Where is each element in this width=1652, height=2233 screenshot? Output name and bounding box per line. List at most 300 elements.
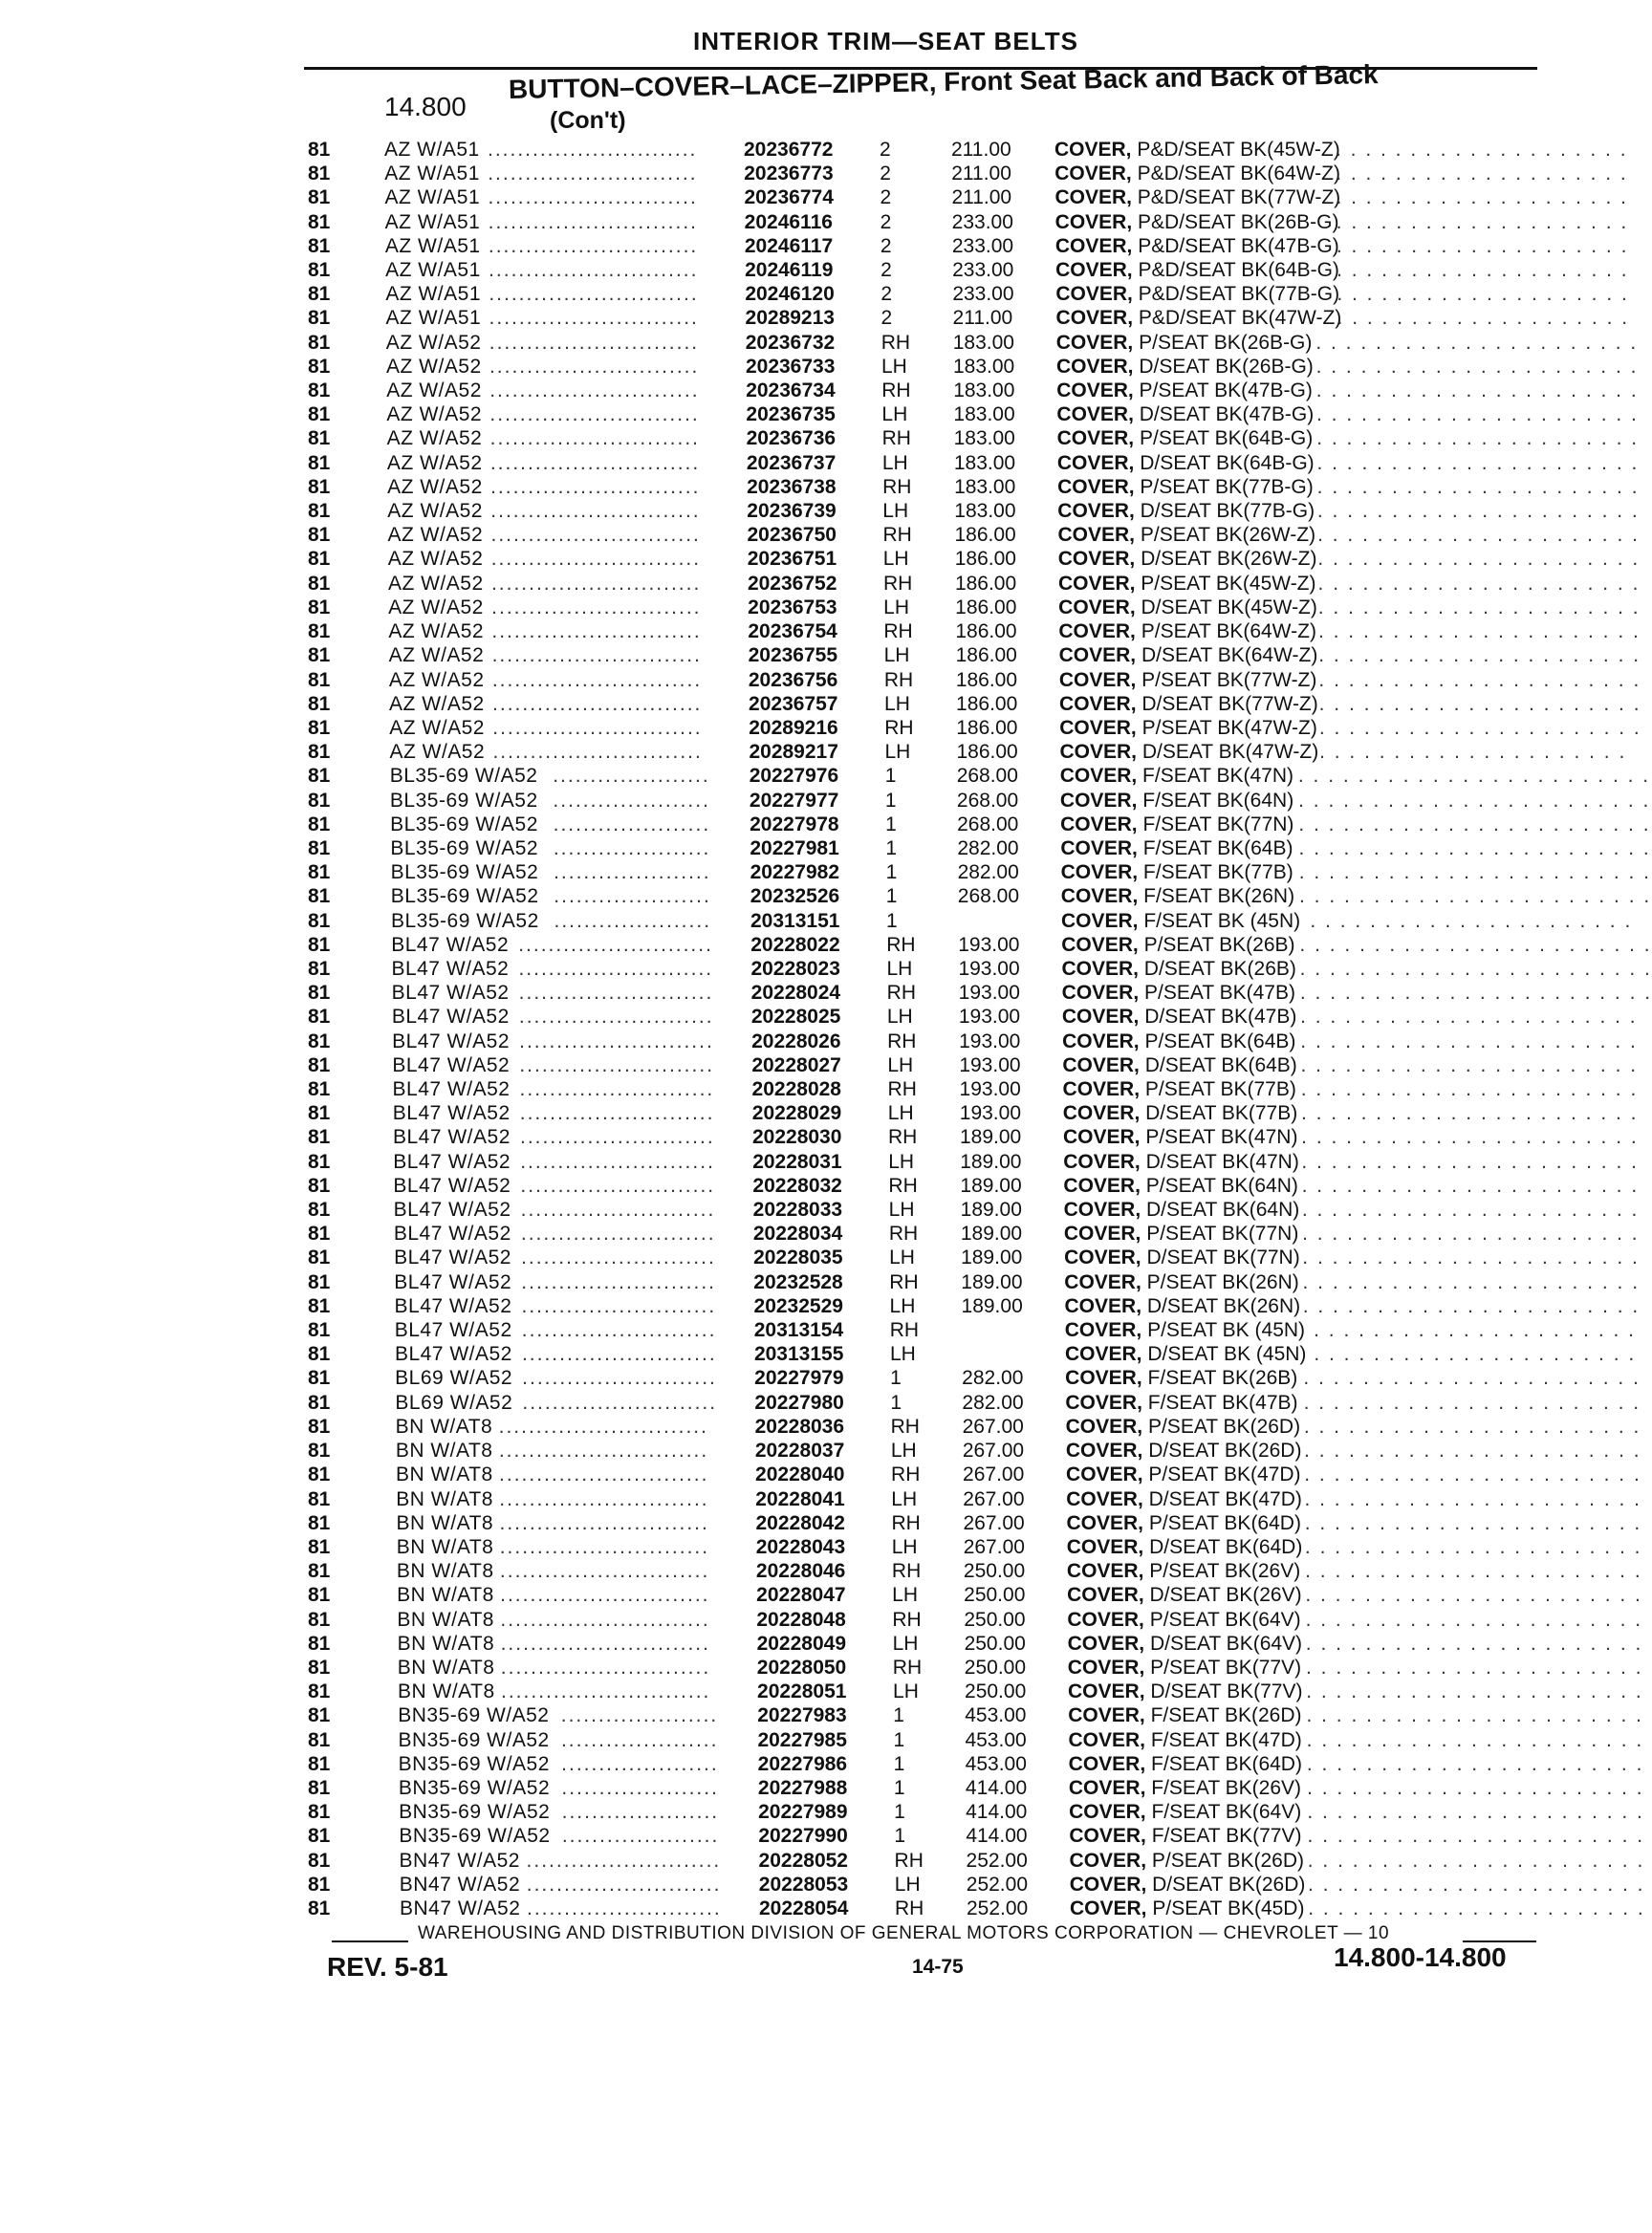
list-item xyxy=(0,1078,1639,1103)
dot-leader: .......................... xyxy=(521,1247,716,1269)
description-prefix: COVER, xyxy=(1059,789,1138,812)
list-item xyxy=(0,885,1652,910)
list-item xyxy=(0,644,1641,669)
description-prefix: COVER, xyxy=(1060,813,1138,835)
description-text: F/SEAT BK(47B) xyxy=(1147,1391,1298,1414)
model-year: 81 xyxy=(308,1319,331,1342)
part-number: 20236732 xyxy=(745,331,836,354)
description-text: P/SEAT BK(26B-G) xyxy=(1139,331,1313,354)
list-item xyxy=(0,692,1641,718)
trailing-dot-leader: . . . . . . . . . . . . . . . . . . . . xyxy=(1336,210,1629,233)
model-year: 81 xyxy=(308,210,331,233)
list-item xyxy=(0,1174,1640,1200)
dot-leader: ............................ xyxy=(492,716,703,739)
price: 453.00 xyxy=(965,1704,1027,1727)
description-text: D/SEAT BK(47W-Z) xyxy=(1141,741,1319,764)
list-item xyxy=(0,1776,1644,1802)
quantity: LH xyxy=(894,1873,921,1896)
part-number: 20236735 xyxy=(746,403,836,426)
price: 189.00 xyxy=(960,1199,1022,1222)
trailing-dot-leader: . . . . . . . . . . . . . . . . . . . . . . . xyxy=(1304,1440,1641,1463)
trailing-dot-leader: . . . . . . . . . . . . . . . . . . . . . . . xyxy=(1303,1391,1641,1414)
description-prefix: COVER, xyxy=(1058,620,1136,643)
model-year: 81 xyxy=(308,789,331,812)
trailing-dot-leader: . . . . . . . . . . . . . . . . . . . . . . . xyxy=(1300,1030,1638,1052)
quantity: 1 xyxy=(894,1801,905,1824)
list-item xyxy=(0,283,1629,308)
trailing-dot-leader: . . . . . . . . . . . . . . . . . . . . . . xyxy=(1316,451,1640,474)
model-year: 81 xyxy=(308,620,331,643)
description-text: P/SEAT BK(77W-Z) xyxy=(1141,668,1317,691)
trailing-dot-leader: . . . . . . . . . . . . . . . . . . . . xyxy=(1336,139,1628,161)
model-code: AZ W/A52 xyxy=(387,475,483,498)
part-description xyxy=(1063,1151,1299,1174)
trailing-dot-leader: . . . . . . . . . . . . . . . . . . . . . . xyxy=(1317,596,1641,618)
list-item xyxy=(0,331,1639,357)
list-item xyxy=(0,548,1641,573)
description-prefix: COVER, xyxy=(1060,861,1139,884)
trailing-dot-leader: . . . . . . . . . . . . . . . . . . . . . . . . xyxy=(1298,789,1651,812)
trailing-dot-leader: . . . . . . . . . . . . . . . . . . . . . . . xyxy=(1301,1126,1639,1149)
description-text: P/SEAT BK(77B) xyxy=(1144,1078,1296,1100)
part-description xyxy=(1059,741,1318,764)
model-code: BN35-69 W/A52 xyxy=(398,1728,550,1751)
list-item xyxy=(0,139,1628,163)
trailing-dot-leader: . . . . . . . . . . . . . . . . . . . . xyxy=(1337,259,1629,282)
part-number: 20227980 xyxy=(754,1391,844,1414)
price: 183.00 xyxy=(953,379,1015,402)
model-code: BL69 W/A52 xyxy=(395,1367,513,1390)
list-item xyxy=(0,813,1651,838)
price: 186.00 xyxy=(956,692,1018,715)
price: 186.00 xyxy=(954,548,1016,571)
part-number: 20236755 xyxy=(748,644,838,667)
part-description xyxy=(1060,790,1293,813)
part-number: 20228036 xyxy=(754,1415,845,1438)
part-number: 20236756 xyxy=(748,668,838,691)
model-year: 81 xyxy=(308,1223,331,1246)
part-number: 20228040 xyxy=(755,1463,845,1486)
dot-leader: .......................... xyxy=(521,1294,717,1317)
description-text: P&D/SEAT BK(64W-Z) xyxy=(1137,163,1340,185)
model-year: 81 xyxy=(308,1656,331,1679)
description-prefix: COVER, xyxy=(1068,1728,1145,1751)
dot-leader: ..................... xyxy=(561,1801,720,1824)
price: 186.00 xyxy=(955,644,1017,667)
model-year: 81 xyxy=(308,1415,331,1438)
description-text: P/SEAT BK(26N) xyxy=(1146,1270,1299,1293)
quantity: RH xyxy=(888,1174,918,1197)
trailing-dot-leader: . . . . . . . . . . . . . . . . . . . . . . xyxy=(1316,427,1640,450)
description-text: F/SEAT BK(26B) xyxy=(1147,1367,1298,1390)
quantity: RH xyxy=(894,1849,924,1872)
dot-leader: ..................... xyxy=(553,765,710,788)
model-year: 81 xyxy=(308,572,331,595)
model-code: AZ W/A52 xyxy=(387,500,483,523)
dot-leader: .......................... xyxy=(518,933,713,956)
model-year: 81 xyxy=(308,524,331,547)
quantity: LH xyxy=(882,548,909,571)
list-item xyxy=(0,1825,1645,1850)
part-number: 20228042 xyxy=(755,1511,845,1534)
part-number: 20313154 xyxy=(753,1319,844,1342)
description-prefix: COVER, xyxy=(1067,1632,1145,1655)
description-text: F/SEAT BK(77V) xyxy=(1151,1825,1302,1848)
price: 267.00 xyxy=(963,1535,1025,1558)
description-prefix: COVER, xyxy=(1061,933,1139,956)
model-code: AZ W/A51 xyxy=(385,259,481,282)
model-year: 81 xyxy=(308,1294,331,1317)
description-prefix: COVER, xyxy=(1067,1608,1144,1631)
dot-leader: ............................ xyxy=(500,1656,711,1679)
dot-leader: .......................... xyxy=(518,982,714,1005)
model-year: 81 xyxy=(308,1367,331,1390)
trailing-dot-leader: . . . . . . . . . . . . . . . . . . . . . . . xyxy=(1306,1704,1643,1727)
dot-leader: ..................... xyxy=(553,813,711,835)
part-description xyxy=(1065,1392,1297,1415)
trailing-dot-leader: . . . . . . . . . . . . . . . . . . . . . . . xyxy=(1307,1873,1645,1896)
list-item xyxy=(0,1560,1642,1585)
description-prefix: COVER, xyxy=(1057,572,1136,595)
quantity: RH xyxy=(882,475,912,498)
part-number: 20228031 xyxy=(752,1150,842,1173)
price: 250.00 xyxy=(964,1608,1026,1631)
description-text: D/SEAT BK(77N) xyxy=(1146,1247,1300,1269)
quantity: LH xyxy=(884,741,911,764)
description-prefix: COVER, xyxy=(1061,957,1139,980)
model-code: AZ W/A52 xyxy=(386,379,482,402)
trailing-dot-leader: . . . . . . . . . . . . . . . . . . . . . . . xyxy=(1306,1656,1643,1679)
part-number: 20228054 xyxy=(759,1897,849,1919)
part-description xyxy=(1055,235,1339,258)
model-year: 81 xyxy=(308,1199,331,1222)
trailing-dot-leader: . . . . . . . . . . . . . . . . . . . . xyxy=(1336,163,1628,185)
quantity: RH xyxy=(884,716,914,739)
description-prefix: COVER, xyxy=(1066,1463,1143,1486)
part-number: 20228024 xyxy=(750,982,841,1005)
price: 282.00 xyxy=(962,1391,1024,1414)
model-year: 81 xyxy=(308,1608,331,1631)
price: 233.00 xyxy=(951,234,1014,257)
trailing-dot-leader: . . . . . . . . . . . . . . . . . . . . . . . xyxy=(1306,1728,1644,1751)
model-code: BL47 W/A52 xyxy=(394,1270,512,1293)
price: 250.00 xyxy=(964,1656,1027,1679)
description-text: P/SEAT BK(26W-Z) xyxy=(1140,524,1316,547)
description-prefix: COVER, xyxy=(1063,1199,1141,1222)
dot-leader: ............................ xyxy=(489,355,700,378)
model-code: BL47 W/A52 xyxy=(394,1343,512,1366)
list-item xyxy=(0,379,1639,404)
description-text: P/SEAT BK(64D) xyxy=(1148,1511,1301,1534)
description-prefix: COVER, xyxy=(1056,379,1134,402)
dot-leader: ............................ xyxy=(488,139,698,161)
list-item xyxy=(0,500,1640,525)
dot-leader: ..................... xyxy=(554,885,711,908)
quantity: 1 xyxy=(884,789,897,812)
part-description xyxy=(1068,1704,1301,1727)
description-prefix: COVER, xyxy=(1069,1801,1146,1824)
list-item xyxy=(0,957,1652,983)
description-text: P/SEAT BK(47N) xyxy=(1145,1126,1298,1149)
trailing-dot-leader: . . . . . . . . . . . . . . . . . . . . . . . xyxy=(1301,1199,1640,1222)
description-prefix: COVER, xyxy=(1062,1030,1140,1052)
model-code: BN W/AT8 xyxy=(395,1440,493,1463)
part-description xyxy=(1056,332,1313,355)
description-prefix: COVER, xyxy=(1064,1247,1141,1269)
list-item xyxy=(0,1801,1644,1826)
part-description xyxy=(1059,717,1317,740)
model-code: BN W/AT8 xyxy=(395,1415,493,1438)
price: 183.00 xyxy=(954,500,1016,523)
part-number: 20228032 xyxy=(752,1174,842,1197)
trailing-dot-leader: . . . . . . . . . . . . . . . . . . . . xyxy=(1336,186,1628,209)
description-text: F/SEAT BK(77N) xyxy=(1142,813,1294,835)
price: 183.00 xyxy=(953,403,1015,426)
description-text: F/SEAT BK(26N) xyxy=(1143,885,1295,908)
part-number: 20227977 xyxy=(749,789,839,812)
model-code: BL35-69 W/A52 xyxy=(391,909,539,932)
model-code: AZ W/A52 xyxy=(389,741,486,764)
dot-leader: ............................ xyxy=(489,331,700,354)
dot-leader: ............................ xyxy=(489,379,700,402)
part-number: 20227976 xyxy=(749,765,839,788)
model-code: BN W/AT8 xyxy=(396,1511,494,1534)
price: 186.00 xyxy=(954,524,1016,547)
model-code: AZ W/A51 xyxy=(384,210,481,233)
description-text: D/SEAT BK(64B) xyxy=(1144,1053,1297,1076)
part-number: 20228026 xyxy=(751,1030,841,1052)
part-number: 20228028 xyxy=(751,1078,841,1100)
dot-leader: ............................ xyxy=(490,475,701,498)
quantity: 1 xyxy=(885,885,898,908)
trailing-dot-leader: . . . . . . . . . . . . . . . . . . . . . . . xyxy=(1302,1247,1640,1269)
model-year: 81 xyxy=(308,668,331,691)
quantity: LH xyxy=(890,1440,917,1463)
description-prefix: COVER, xyxy=(1067,1584,1144,1607)
model-code: BL47 W/A52 xyxy=(394,1319,512,1342)
dot-leader: ............................ xyxy=(489,451,701,474)
price: 186.00 xyxy=(955,620,1017,643)
part-description xyxy=(1068,1633,1302,1656)
part-description xyxy=(1055,211,1339,234)
dot-leader: .......................... xyxy=(527,1897,722,1919)
model-code: BL47 W/A52 xyxy=(394,1294,512,1317)
model-code: BN47 W/A52 xyxy=(399,1873,521,1896)
price: 233.00 xyxy=(952,259,1014,282)
model-year: 81 xyxy=(308,957,331,980)
part-number: 20236751 xyxy=(747,548,837,571)
part-description xyxy=(1055,283,1339,306)
list-item xyxy=(0,1608,1643,1634)
model-code: BL47 W/A52 xyxy=(393,1223,511,1246)
part-description xyxy=(1067,1536,1303,1559)
part-description xyxy=(1065,1295,1301,1318)
part-description xyxy=(1067,1584,1301,1607)
price: 453.00 xyxy=(965,1728,1027,1751)
part-description xyxy=(1068,1680,1302,1703)
dot-leader: ............................ xyxy=(489,307,699,330)
model-code: AZ W/A51 xyxy=(385,307,482,330)
trailing-dot-leader: . . . . . . . . . . . . . . . . . . . . . . . xyxy=(1305,1608,1643,1631)
list-item xyxy=(0,210,1629,236)
quantity: LH xyxy=(889,1247,915,1269)
model-year: 81 xyxy=(308,1102,331,1125)
part-description xyxy=(1057,500,1315,523)
dot-leader: ............................ xyxy=(499,1560,710,1583)
list-item xyxy=(0,1535,1642,1561)
price: 183.00 xyxy=(952,331,1014,354)
dot-leader: .......................... xyxy=(521,1343,717,1366)
description-text: D/SEAT BK(26D) xyxy=(1152,1873,1306,1896)
part-number: 20236734 xyxy=(746,379,836,402)
list-item xyxy=(0,1367,1641,1392)
part-number: 20236773 xyxy=(744,163,834,185)
dot-leader: .......................... xyxy=(526,1873,722,1896)
part-description xyxy=(1070,1874,1306,1897)
trailing-dot-leader: . . . . . . . . . . . . . . . . . . . . . . . xyxy=(1301,1150,1639,1173)
part-number: 20227981 xyxy=(750,836,839,859)
part-number: 20228052 xyxy=(758,1849,848,1872)
model-year: 81 xyxy=(308,1584,331,1607)
model-year: 81 xyxy=(308,716,331,739)
description-prefix: COVER, xyxy=(1064,1270,1141,1293)
trailing-dot-leader: . . . . . . . . . . . . . . . . . . . . . . . xyxy=(1304,1511,1642,1534)
quantity: 1 xyxy=(893,1728,905,1751)
part-number: 20227983 xyxy=(757,1704,847,1727)
part-number: 20246117 xyxy=(744,234,834,257)
part-description xyxy=(1058,524,1316,547)
price: 414.00 xyxy=(965,1776,1028,1799)
quantity: LH xyxy=(884,692,910,715)
description-text: F/SEAT BK(26D) xyxy=(1150,1704,1302,1727)
dot-leader: ............................ xyxy=(490,500,701,523)
quantity: LH xyxy=(881,451,908,474)
quantity: RH xyxy=(882,572,913,595)
description-prefix: COVER, xyxy=(1065,1440,1143,1463)
list-item xyxy=(0,1632,1643,1658)
part-description xyxy=(1066,1488,1302,1511)
model-year: 81 xyxy=(308,379,331,402)
quantity: LH xyxy=(891,1535,918,1558)
quantity: LH xyxy=(891,1487,918,1510)
model-year: 81 xyxy=(308,1511,331,1534)
part-description xyxy=(1062,1054,1296,1077)
section-number: 14.800 xyxy=(384,92,467,121)
price: 193.00 xyxy=(958,982,1020,1005)
description-prefix: COVER, xyxy=(1066,1511,1143,1534)
price: 211.00 xyxy=(951,163,1011,185)
list-item xyxy=(0,234,1629,260)
model-year: 81 xyxy=(308,1825,331,1848)
description-prefix: COVER, xyxy=(1062,1126,1141,1149)
part-number: 20232529 xyxy=(753,1294,843,1317)
part-number: 20228049 xyxy=(756,1632,847,1655)
part-description xyxy=(1069,1801,1301,1824)
description-text: F/SEAT BK(26V) xyxy=(1151,1776,1302,1799)
dot-leader: ............................ xyxy=(490,572,702,595)
model-year: 81 xyxy=(308,1030,331,1052)
description-text: F/SEAT BK(64D) xyxy=(1151,1752,1302,1775)
price: 193.00 xyxy=(959,1030,1021,1052)
description-text: P/SEAT BK(64B) xyxy=(1144,1030,1296,1052)
price: 233.00 xyxy=(951,210,1013,233)
model-year: 81 xyxy=(308,1343,331,1366)
list-item xyxy=(0,1584,1642,1609)
model-year: 81 xyxy=(308,1463,331,1486)
price: 252.00 xyxy=(967,1897,1029,1919)
model-code: BN35-69 W/A52 xyxy=(398,1704,550,1727)
trailing-dot-leader: . . . . . . . . . . . . . . . . . . . . . . . xyxy=(1307,1825,1645,1848)
model-code: AZ W/A52 xyxy=(385,331,482,354)
model-code: AZ W/A52 xyxy=(386,451,483,474)
part-number: 20228025 xyxy=(750,1006,841,1029)
quantity: 1 xyxy=(893,1752,905,1775)
part-number: 20227982 xyxy=(750,861,839,884)
price: 268.00 xyxy=(956,765,1018,788)
model-year: 81 xyxy=(308,1849,331,1872)
dot-leader: ............................ xyxy=(499,1511,709,1534)
part-description xyxy=(1059,644,1318,667)
description-prefix: COVER, xyxy=(1064,1319,1142,1342)
price: 250.00 xyxy=(963,1560,1026,1583)
price: 186.00 xyxy=(956,716,1018,739)
description-prefix: COVER, xyxy=(1064,1294,1142,1317)
price: 267.00 xyxy=(963,1463,1025,1486)
description-prefix: COVER, xyxy=(1069,1873,1147,1896)
dot-leader: ............................ xyxy=(499,1463,709,1486)
quantity: RH xyxy=(892,1656,923,1679)
part-description xyxy=(1054,186,1340,209)
trailing-dot-leader: . . . . . . . . . . . . . . . . . . . . . . . xyxy=(1307,1849,1645,1872)
price: 267.00 xyxy=(963,1511,1025,1534)
part-number: 20236753 xyxy=(748,596,837,618)
trailing-dot-leader: . . . . . . . . . . . . . . . . . . . . . . xyxy=(1316,403,1639,426)
dot-leader: .......................... xyxy=(520,1150,715,1173)
price: 268.00 xyxy=(957,885,1020,908)
list-item xyxy=(0,716,1641,742)
trailing-dot-leader: . . . . . . . . . . . . . . . . . . . . . . . xyxy=(1307,1801,1644,1824)
description-prefix: COVER, xyxy=(1069,1825,1146,1848)
quantity: LH xyxy=(883,596,910,618)
price: 183.00 xyxy=(954,475,1016,498)
model-code: BN47 W/A52 xyxy=(399,1849,520,1872)
part-number: 20232528 xyxy=(753,1270,843,1293)
part-number: 20228034 xyxy=(752,1223,843,1246)
model-code: AZ W/A52 xyxy=(386,427,483,450)
quantity: 1 xyxy=(890,1391,902,1414)
quantity: 1 xyxy=(885,836,898,859)
model-year: 81 xyxy=(308,933,331,956)
description-prefix: COVER, xyxy=(1062,1053,1140,1076)
description-text: D/SEAT BK(64V) xyxy=(1149,1632,1303,1655)
description-text: D/SEAT BK(47B-G) xyxy=(1139,403,1315,426)
dot-leader: .......................... xyxy=(519,1126,715,1149)
description-text: D/SEAT BK(26B-G) xyxy=(1139,355,1314,378)
list-item xyxy=(0,1343,1637,1368)
list-item xyxy=(0,1030,1638,1055)
list-item xyxy=(0,259,1629,284)
model-year: 81 xyxy=(308,1801,331,1824)
quantity: RH xyxy=(886,933,916,956)
trailing-dot-leader: . . . . . . . . . . . . . . . . . . . . . . . xyxy=(1302,1294,1641,1317)
price: 189.00 xyxy=(961,1270,1023,1293)
description-prefix: COVER, xyxy=(1055,283,1133,306)
description-text: P/SEAT BK(64N) xyxy=(1145,1174,1298,1197)
description-text: P/SEAT BK(47B-G) xyxy=(1139,379,1313,402)
dot-leader: ............................ xyxy=(491,644,702,667)
trailing-dot-leader: . . . . . . . . . . . . . . . . . . . . . . xyxy=(1318,716,1641,739)
model-code: AZ W/A52 xyxy=(388,668,485,691)
